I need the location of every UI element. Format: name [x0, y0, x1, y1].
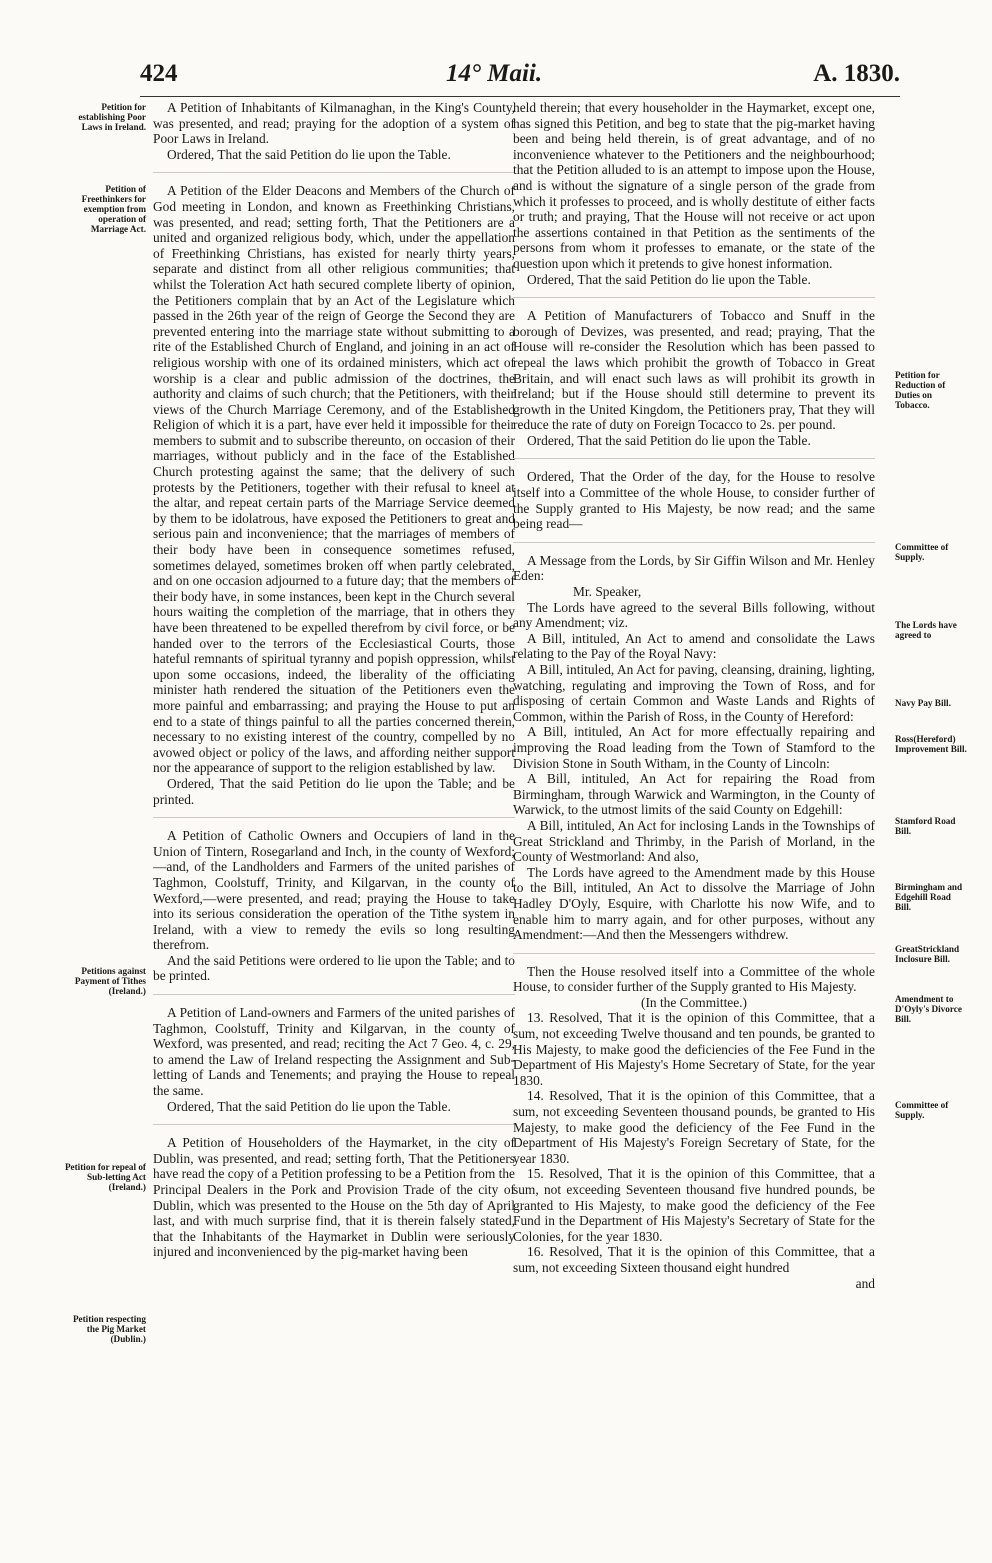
paragraph: A Petition of Manufacturers of Tobacco and Snuff in the borough of Devizes, was presented, and read; praying, That the House will re-consider the Resolution which has been passed to repeal the laws which prohibit the growth of Tobacco in Great Britain, and will enact such laws as will prohibit its growth in Ireland; but if the House should still determine to prevent its growth in the United Kingdom, the Petitioners pray, That they will reduce the rate of duty on Foreign Tocacco to 2s. per pound. — [513, 308, 875, 433]
resolution-paragraph: 13. Resolved, That it is the opinion of this Committee, that a sum, not exceeding Twelve thousand and ten pounds, be granted to His Majesty, to make good the deficiencies of the Fee Fund in the Department of His Majesty's Home Secretary of State, for the year 1830. — [513, 1010, 875, 1088]
order-paragraph: Ordered, That the said Petition do lie upon the Table; and be printed. — [153, 775, 515, 807]
order-paragraph: Ordered, That the said Petition do lie upon the Table. — [527, 271, 811, 287]
margin-note-navy-pay: Navy Pay Bill. — [895, 698, 951, 708]
order-paragraph: Ordered, That the said Petition do lie upon the Table. — [527, 432, 811, 448]
resolution-paragraph: 16. Resolved, That it is the opinion of this Committee, that a sum, not exceeding Sixteen thousand eight hundred — [513, 1244, 875, 1275]
margin-note-birmingham: Birmingham and Edgehill Road Bill. — [895, 882, 963, 912]
paragraph: held therein; that every householder in the Haymarket, except one, has signed this Petition, and beg to state that the pig-market having been and being held therein, is of great advantage, and of no inconvenience whatever to the Petitioners and the neighbourhood; that the Petition alluded to is an attempt to impose upon the House, and is without the signature of a single person of the grade from which it professes to proceed, and is wholly destitute of either facts or truth; and praying, That the House will not receive or act upon the assertions contained in that Petition as the sentiments of the persons from whom it professes to emanate, or the state of the question upon which it pretends to give honest information. — [513, 100, 875, 271]
bill-paragraph: A Bill, intituled, An Act for more effectually repairing and improving the Road leading from the Town of Stamford to the Division Stone in South Witham, in the County of Lincoln: — [513, 724, 875, 771]
entry-pig-market-continued — [513, 100, 875, 298]
bill-paragraph: The Lords have agreed to the Amendment made by this House to the Bill, intituled, An Act to dissolve the Marriage of John Hadley D'Oyly, Esquire, with Charlotte his now Wife, and to enable him to marry again, and for other purposes, without any Amendment:—And then the Messengers withdrew. — [513, 864, 875, 943]
header-year: A. 1830. — [813, 60, 900, 87]
in-committee-heading: (In the Committee.) — [641, 994, 747, 1010]
entry-freethinkers — [153, 183, 515, 818]
paragraph: A Petition of Householders of the Haymarket, in the city of Dublin, was presented, and read; setting forth, That the Petitioners have read the copy of a Petition professing to be a Petition from the Principal Dealers in the Pork and Provision Trade of the city of Dublin, which was presented to the House on the 5th day of April last, and with much surprise find, that it is therein falsely stated, that the Inhabitants of the Haymarket in Dublin were seriously injured and inconvenienced by the pig-market having been — [153, 1135, 515, 1260]
paragraph: A Petition of Land-owners and Farmers of the united parishes of Taghmon, Coolstuff, Trinity and Kilgarvan, in the county of Wexford, was presented, and read; reciting the Act 7 Geo. 4, c. 29, to amend the Law of Ireland respecting the Assignment and Sub-letting of Lands and Tenements; and praying the House to repeal the same. — [153, 1005, 515, 1099]
running-header — [140, 60, 900, 100]
paragraph: The Lords have agreed to the several Bills following, without any Amendment; viz. — [513, 599, 875, 631]
bill-paragraph: A Bill, intituled, An Act for inclosing Lands in the Townships of Great Strickland and Thrimby, in the Parish of Morland, in the County of Westmorland: And also, — [513, 817, 875, 865]
header-date: 14° Maii. — [446, 60, 543, 87]
margin-note-tobacco: Petition for Reduction of Duties on Tobacco. — [895, 370, 946, 410]
margin-note-pig-market: Petition respecting the Pig Market (Dublin.) — [72, 1314, 146, 1344]
margin-note-committee-supply-2: Committee of Supply. — [895, 1100, 949, 1120]
bill-paragraph: A Bill, intituled, An Act for repairing the Road from Birmingham, through Warwick and Warmington, in the County of Warwick, to the utmost limits of the said County on Edgehill: — [513, 771, 875, 818]
order-paragraph: And the said Petitions were ordered to lie upon the Table; and to be printed. — [153, 952, 515, 984]
page-number: 424 — [140, 60, 178, 87]
entry-lords-message — [513, 553, 875, 954]
paragraph: Ordered, That the Order of the day, for the House to resolve itself into a Committee of the whole House, to consider further of the Supply granted to His Majesty, be now read; and the same being read— — [513, 469, 875, 532]
order-paragraph: Ordered, That the said Petition do lie upon the Table. — [167, 1098, 451, 1114]
margin-note-poor-laws: Petition for establishing Poor Laws in Ireland. — [78, 102, 146, 132]
entry-pig-market — [153, 1135, 515, 1270]
margin-note-stamford: Stamford Road Bill. — [895, 816, 956, 836]
margin-note-ross: Ross(Hereford) Improvement Bill. — [895, 734, 967, 754]
margin-note-subletting: Petition for repeal of Sub-letting Act (Ireland.) — [64, 1162, 146, 1192]
paragraph: A Message from the Lords, by Sir Giffin Wilson and Mr. Henley Eden: — [513, 552, 875, 584]
left-column — [153, 100, 515, 1280]
entry-subletting — [153, 1005, 515, 1125]
speaker-address: Mr. Speaker, — [573, 584, 642, 600]
entry-tobacco — [513, 308, 875, 459]
margin-note-committee-supply: Committee of Supply. — [895, 542, 949, 562]
entry-poor-laws — [153, 100, 515, 173]
resolution-paragraph: 14. Resolved, That it is the opinion of this Committee, that a sum, not exceeding Seventeen thousand pounds, be granted to His Majesty, to make good the deficiency of the Fee Fund in the Department of His Majesty's Foreign Secretary of State, for the year 1830. — [513, 1088, 875, 1166]
entry-tithes — [153, 828, 515, 995]
paragraph: A Petition of the Elder Deacons and Members of the Church of God meeting in London, and known as Freethinking Christians, was presented, and read; setting forth, That the Petitioners are a united and organized religious body, which, under the appellation of Freethinking Christians, has existed for nearly thirty years, separate and distinct from all other religious communities; that whilst the Toleration Act hath secured complete liberty of opinion, the Petitioners complain that by an Act of the Legislature which passed in the 26th year of the reign of George the Second they are prevented entering into the marriage state without submitting to a rite of the Established Church of England, and joining in an act of religious worship with one of its ordained ministers, which act of worship is a clear and public admission of the doctrines, the authority and claims of such church; that the Petitioners, with their views of the Church Marriage Ceremony, and of the Established Religion of which it is a part, have ever held it impossible for their members to submit and to subscribe thereunto, on occasion of their marriages, without publicly and in the face of the Established Church protesting against the same; that the delivery of such protests by the Petitioners, together with their refusal to kneel at the altar, and repeat certain parts of the Marriage Service deemed by them to be idolatrous, have exposed the Petitioners to great and serious pain and inconvenience; that the marriages of members of their body have been in consequence sometimes refused, sometimes delayed, sometimes broken off when partly celebrated, and on one occasion adjourned to a future day; that the members of their body have, in some instances, been kept in the Church several hours waiting the completion of the marriage, that in others they have been threatened to be expelled therefrom by civil force, or be handed over to the terrors of the Ecclesiastical Courts, those hateful remnants of spiritual tyranny and popish oppression, whilst upon some occasions, indeed, the liberality of the officiating minister hath rendered the situation of the Petitioners even the more painful and embarrassing; and praying the House to put an end to a state of things painful to all the parties concerned therein, necessary to no existing interest of the country, compelled by no avowed object or policy of the laws, and affording neither support nor the appearance of support to the religion established by law. — [153, 183, 515, 776]
margin-note-strickland: GreatStrickland Inclosure Bill. — [895, 944, 960, 964]
entry-supply-order — [513, 469, 875, 542]
margin-note-lords-agreed: The Lords have agreed to — [895, 620, 957, 640]
entry-committee — [513, 964, 875, 1301]
margin-note-freethinkers: Petition of Freethinkers for exemption from operation of Marriage Act. — [81, 184, 146, 234]
right-column — [513, 100, 875, 1311]
paragraph: A Petition of Catholic Owners and Occupiers of land in the Union of Tintern, Rosegarland and Inch, in the county of Wexford;—and, of the Landholders and Farmers of the united parishes of Taghmon, Coolstuff, Trinity, and Kilgarvan, in the county of Wexford,—were presented, and read; praying the House to take into its serious consideration the operation of the Tithe system in Ireland, with a view to remedy the evils so long resulting therefrom. — [153, 828, 515, 953]
bill-paragraph: A Bill, intituled, An Act for paving, cleansing, draining, lighting, watching, regulating and improving the Town of Ross, and for disposing of certain Common and Waste Lands and Rights of Common, within the Parish of Ross, in the County of Hereford: — [513, 662, 875, 724]
margin-note-doyly: Amendment to D'Oyly's Divorce Bill. — [895, 994, 962, 1024]
catchword: and — [855, 1275, 875, 1291]
bill-paragraph: A Bill, intituled, An Act to amend and consolidate the Laws relating to the Pay of the Royal Navy: — [513, 630, 875, 662]
margin-note-tithes: Petitions against Payment of Tithes (Ireland.) — [74, 966, 146, 996]
paragraph: A Petition of Inhabitants of Kilmanaghan, in the King's County, was presented, and read; praying for the adoption of a system of Poor Laws in Ireland. — [153, 100, 515, 147]
header-rule — [140, 96, 900, 97]
order-paragraph: Ordered, That the said Petition do lie upon the Table. — [167, 146, 451, 162]
resolution-paragraph: 15. Resolved, That it is the opinion of this Committee, that a sum, not exceeding Seventeen thousand five hundred pounds, be granted to His Majesty, to make good the deficiency of the Fee Fund in the Department of His Majesty's Secretary of State for the Colonies, for the year 1830. — [513, 1166, 875, 1244]
paragraph: Then the House resolved itself into a Committee of the whole House, to consider further of the Supply granted to His Majesty. — [513, 963, 875, 995]
